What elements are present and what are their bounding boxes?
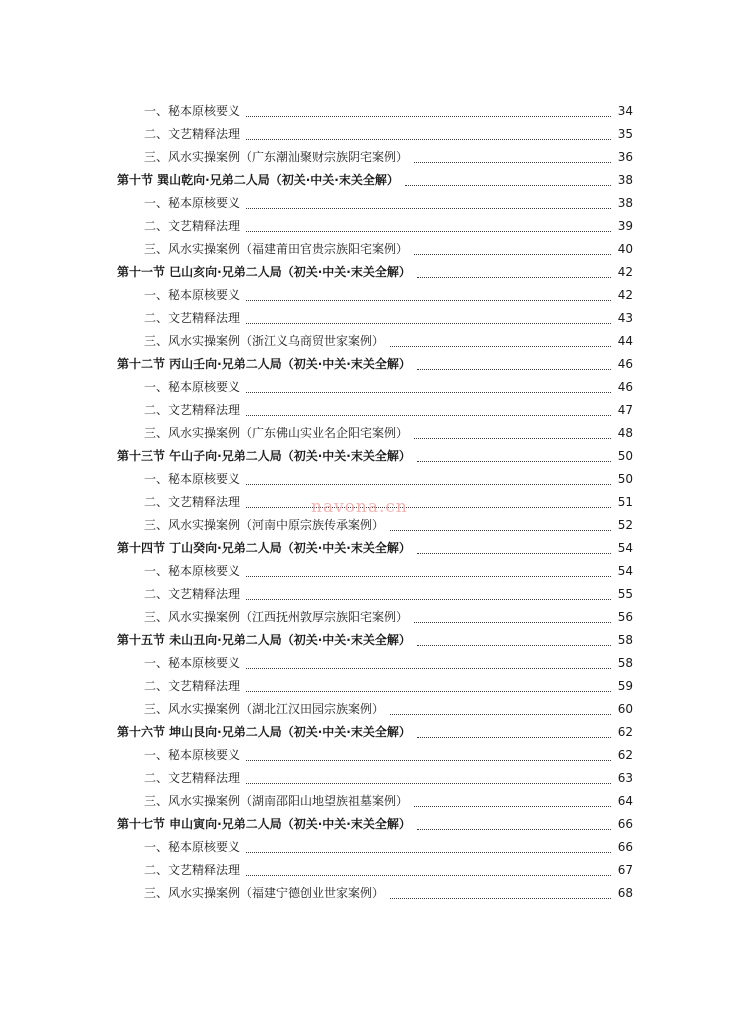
- toc-entry-title: 二、文艺精释法理: [144, 863, 241, 877]
- toc-entry-title: 三、风水实操案例（福建宁德创业世家案例）: [144, 886, 385, 900]
- toc-entry-title: 第十六节 坤山艮向·兄弟二人局（初关·中关·末关全解）: [117, 725, 411, 739]
- toc-page-number: 55: [617, 587, 633, 601]
- toc-page-number: 34: [617, 104, 633, 118]
- toc-section-entry[interactable]: [117, 537, 633, 560]
- toc-dot-leader: [246, 759, 611, 761]
- toc-dot-leader: [390, 713, 611, 715]
- toc-entry-title: 三、风水实操案例（江西抚州敦厚宗族阳宅案例）: [144, 610, 409, 624]
- toc-entry-title: 二、文艺精释法理: [144, 679, 241, 693]
- toc-page-number: 52: [617, 518, 633, 532]
- toc-subsection-entry[interactable]: [117, 560, 633, 583]
- toc-entry-title: 二、文艺精释法理: [144, 127, 241, 141]
- toc-dot-leader: [390, 529, 611, 531]
- toc-page-number: 46: [617, 357, 633, 371]
- toc-section-entry[interactable]: [117, 445, 633, 468]
- toc-section-entry[interactable]: [117, 721, 633, 744]
- toc-entry-title: 第十三节 午山子向·兄弟二人局（初关·中关·末关全解）: [117, 449, 411, 463]
- toc-subsection-entry[interactable]: [117, 859, 633, 882]
- toc-subsection-entry[interactable]: [117, 652, 633, 675]
- toc-entry-title: 三、风水实操案例（浙江义乌商贸世家案例）: [144, 334, 385, 348]
- toc-entry-title: 第十一节 巳山亥向·兄弟二人局（初关·中关·末关全解）: [117, 265, 411, 279]
- toc-page-number: 39: [617, 219, 633, 233]
- toc-dot-leader: [417, 276, 611, 278]
- toc-dot-leader: [417, 460, 611, 462]
- toc-page-number: 38: [617, 196, 633, 210]
- toc-page-number: 50: [617, 472, 633, 486]
- toc-page-number: 35: [617, 127, 633, 141]
- toc-dot-leader: [246, 115, 611, 117]
- toc-subsection-entry[interactable]: [117, 514, 633, 537]
- toc-dot-leader: [246, 230, 611, 232]
- toc-page-number: 43: [617, 311, 633, 325]
- toc-page-number: 64: [617, 794, 633, 808]
- toc-entry-title: 一、秘本原核要义: [144, 196, 241, 210]
- toc-dot-leader: [390, 897, 611, 899]
- toc-subsection-entry[interactable]: [117, 767, 633, 790]
- toc-dot-leader: [246, 575, 611, 577]
- toc-entry-title: 二、文艺精释法理: [144, 219, 241, 233]
- toc-subsection-entry[interactable]: [117, 330, 633, 353]
- toc-entry-title: 二、文艺精释法理: [144, 495, 241, 509]
- toc-subsection-entry[interactable]: [117, 468, 633, 491]
- toc-dot-leader: [414, 805, 611, 807]
- toc-page-number: 44: [617, 334, 633, 348]
- toc-entry-title: 一、秘本原核要义: [144, 656, 241, 670]
- toc-page-number: 47: [617, 403, 633, 417]
- toc-subsection-entry[interactable]: [117, 882, 633, 905]
- toc-dot-leader: [414, 253, 611, 255]
- watermark: navona.cn: [311, 497, 408, 517]
- toc-entry-title: 三、风水实操案例（福建莆田官贵宗族阳宅案例）: [144, 242, 409, 256]
- toc-subsection-entry[interactable]: [117, 583, 633, 606]
- toc-subsection-entry[interactable]: [117, 123, 633, 146]
- toc-page-number: 66: [617, 817, 633, 831]
- toc-entry-title: 二、文艺精释法理: [144, 311, 241, 325]
- toc-entry-title: 一、秘本原核要义: [144, 564, 241, 578]
- toc-entry-title: 第十五节 未山丑向·兄弟二人局（初关·中关·末关全解）: [117, 633, 411, 647]
- toc-dot-leader: [246, 207, 611, 209]
- toc-section-entry[interactable]: [117, 261, 633, 284]
- toc-dot-leader: [417, 368, 611, 370]
- toc-entry-title: 三、风水实操案例（广东潮汕聚财宗族阴宅案例）: [144, 150, 409, 164]
- toc-page-number: 40: [617, 242, 633, 256]
- toc-page-number: 46: [617, 380, 633, 394]
- toc-entry-title: 第十节 巽山乾向·兄弟二人局（初关·中关·末关全解）: [117, 173, 399, 187]
- toc-entry-title: 三、风水实操案例（湖南邵阳山地望族祖墓案例）: [144, 794, 409, 808]
- toc-subsection-entry[interactable]: [117, 192, 633, 215]
- toc-dot-leader: [246, 690, 611, 692]
- toc-subsection-entry[interactable]: [117, 215, 633, 238]
- toc-page-number: 51: [617, 495, 633, 509]
- toc-subsection-entry[interactable]: [117, 675, 633, 698]
- toc-subsection-entry[interactable]: [117, 100, 633, 123]
- toc-page-number: 63: [617, 771, 633, 785]
- toc-dot-leader: [246, 299, 611, 301]
- toc-dot-leader: [390, 345, 611, 347]
- toc-dot-leader: [246, 138, 611, 140]
- toc-entry-title: 一、秘本原核要义: [144, 748, 241, 762]
- toc-entry-title: 三、风水实操案例（河南中原宗族传承案例）: [144, 518, 385, 532]
- toc-dot-leader: [417, 552, 611, 554]
- toc-entry-title: 第十四节 丁山癸向·兄弟二人局（初关·中关·末关全解）: [117, 541, 411, 555]
- toc-entry-title: 一、秘本原核要义: [144, 104, 241, 118]
- toc-section-entry[interactable]: [117, 169, 633, 192]
- toc-entry-title: 一、秘本原核要义: [144, 472, 241, 486]
- toc-dot-leader: [405, 184, 611, 186]
- toc-subsection-entry[interactable]: [117, 836, 633, 859]
- toc-dot-leader: [246, 506, 611, 508]
- toc-page-number: 50: [617, 449, 633, 463]
- toc-dot-leader: [246, 483, 611, 485]
- toc-dot-leader: [246, 322, 611, 324]
- toc-page-number: 62: [617, 725, 633, 739]
- toc-dot-leader: [417, 736, 611, 738]
- toc-entry-title: 二、文艺精释法理: [144, 587, 241, 601]
- toc-dot-leader: [414, 621, 611, 623]
- toc-entry-title: 一、秘本原核要义: [144, 840, 241, 854]
- toc-entry-title: 一、秘本原核要义: [144, 288, 241, 302]
- toc-dot-leader: [246, 667, 611, 669]
- toc-dot-leader: [246, 874, 611, 876]
- toc-page-number: 66: [617, 840, 633, 854]
- toc-entry-title: 三、风水实操案例（广东佛山实业名企阳宅案例）: [144, 426, 409, 440]
- toc-page-number: 54: [617, 564, 633, 578]
- toc-entry-title: 二、文艺精释法理: [144, 403, 241, 417]
- toc-subsection-entry[interactable]: [117, 376, 633, 399]
- toc-page-number: 54: [617, 541, 633, 555]
- toc-subsection-entry[interactable]: [117, 744, 633, 767]
- toc-dot-leader: [414, 161, 611, 163]
- toc-subsection-entry[interactable]: [117, 698, 633, 721]
- toc-dot-leader: [246, 782, 611, 784]
- toc-subsection-entry[interactable]: [117, 790, 633, 813]
- toc-page-number: 38: [617, 173, 633, 187]
- toc-dot-leader: [417, 644, 611, 646]
- toc-page-number: 58: [617, 633, 633, 647]
- toc-page-number: 48: [617, 426, 633, 440]
- toc-page-number: 36: [617, 150, 633, 164]
- toc-page-number: 67: [617, 863, 633, 877]
- toc-entry-title: 一、秘本原核要义: [144, 380, 241, 394]
- toc-dot-leader: [246, 851, 611, 853]
- toc-page-number: 59: [617, 679, 633, 693]
- toc-entry-title: 第十七节 申山寅向·兄弟二人局（初关·中关·末关全解）: [117, 817, 411, 831]
- toc-page-number: 56: [617, 610, 633, 624]
- toc-subsection-entry[interactable]: [117, 238, 633, 261]
- toc-entry-title: 三、风水实操案例（湖北江汉田园宗族案例）: [144, 702, 385, 716]
- toc-dot-leader: [414, 437, 611, 439]
- toc-entry-title: 二、文艺精释法理: [144, 771, 241, 785]
- toc-subsection-entry[interactable]: [117, 399, 633, 422]
- toc-page-number: 42: [617, 288, 633, 302]
- toc-subsection-entry[interactable]: [117, 284, 633, 307]
- toc-section-entry[interactable]: [117, 629, 633, 652]
- toc-page-number: 62: [617, 748, 633, 762]
- toc-subsection-entry[interactable]: [117, 606, 633, 629]
- toc-page-number: 60: [617, 702, 633, 716]
- toc-section-entry[interactable]: [117, 353, 633, 376]
- toc-dot-leader: [246, 414, 611, 416]
- toc-subsection-entry[interactable]: [117, 307, 633, 330]
- toc-section-entry[interactable]: [117, 813, 633, 836]
- toc-subsection-entry[interactable]: [117, 422, 633, 445]
- toc-page-number: 58: [617, 656, 633, 670]
- toc-page-number: 42: [617, 265, 633, 279]
- toc-dot-leader: [246, 391, 611, 393]
- toc-dot-leader: [417, 828, 611, 830]
- toc-dot-leader: [246, 598, 611, 600]
- toc-subsection-entry[interactable]: [117, 146, 633, 169]
- toc-page-number: 68: [617, 886, 633, 900]
- toc-entry-title: 第十二节 丙山壬向·兄弟二人局（初关·中关·末关全解）: [117, 357, 411, 371]
